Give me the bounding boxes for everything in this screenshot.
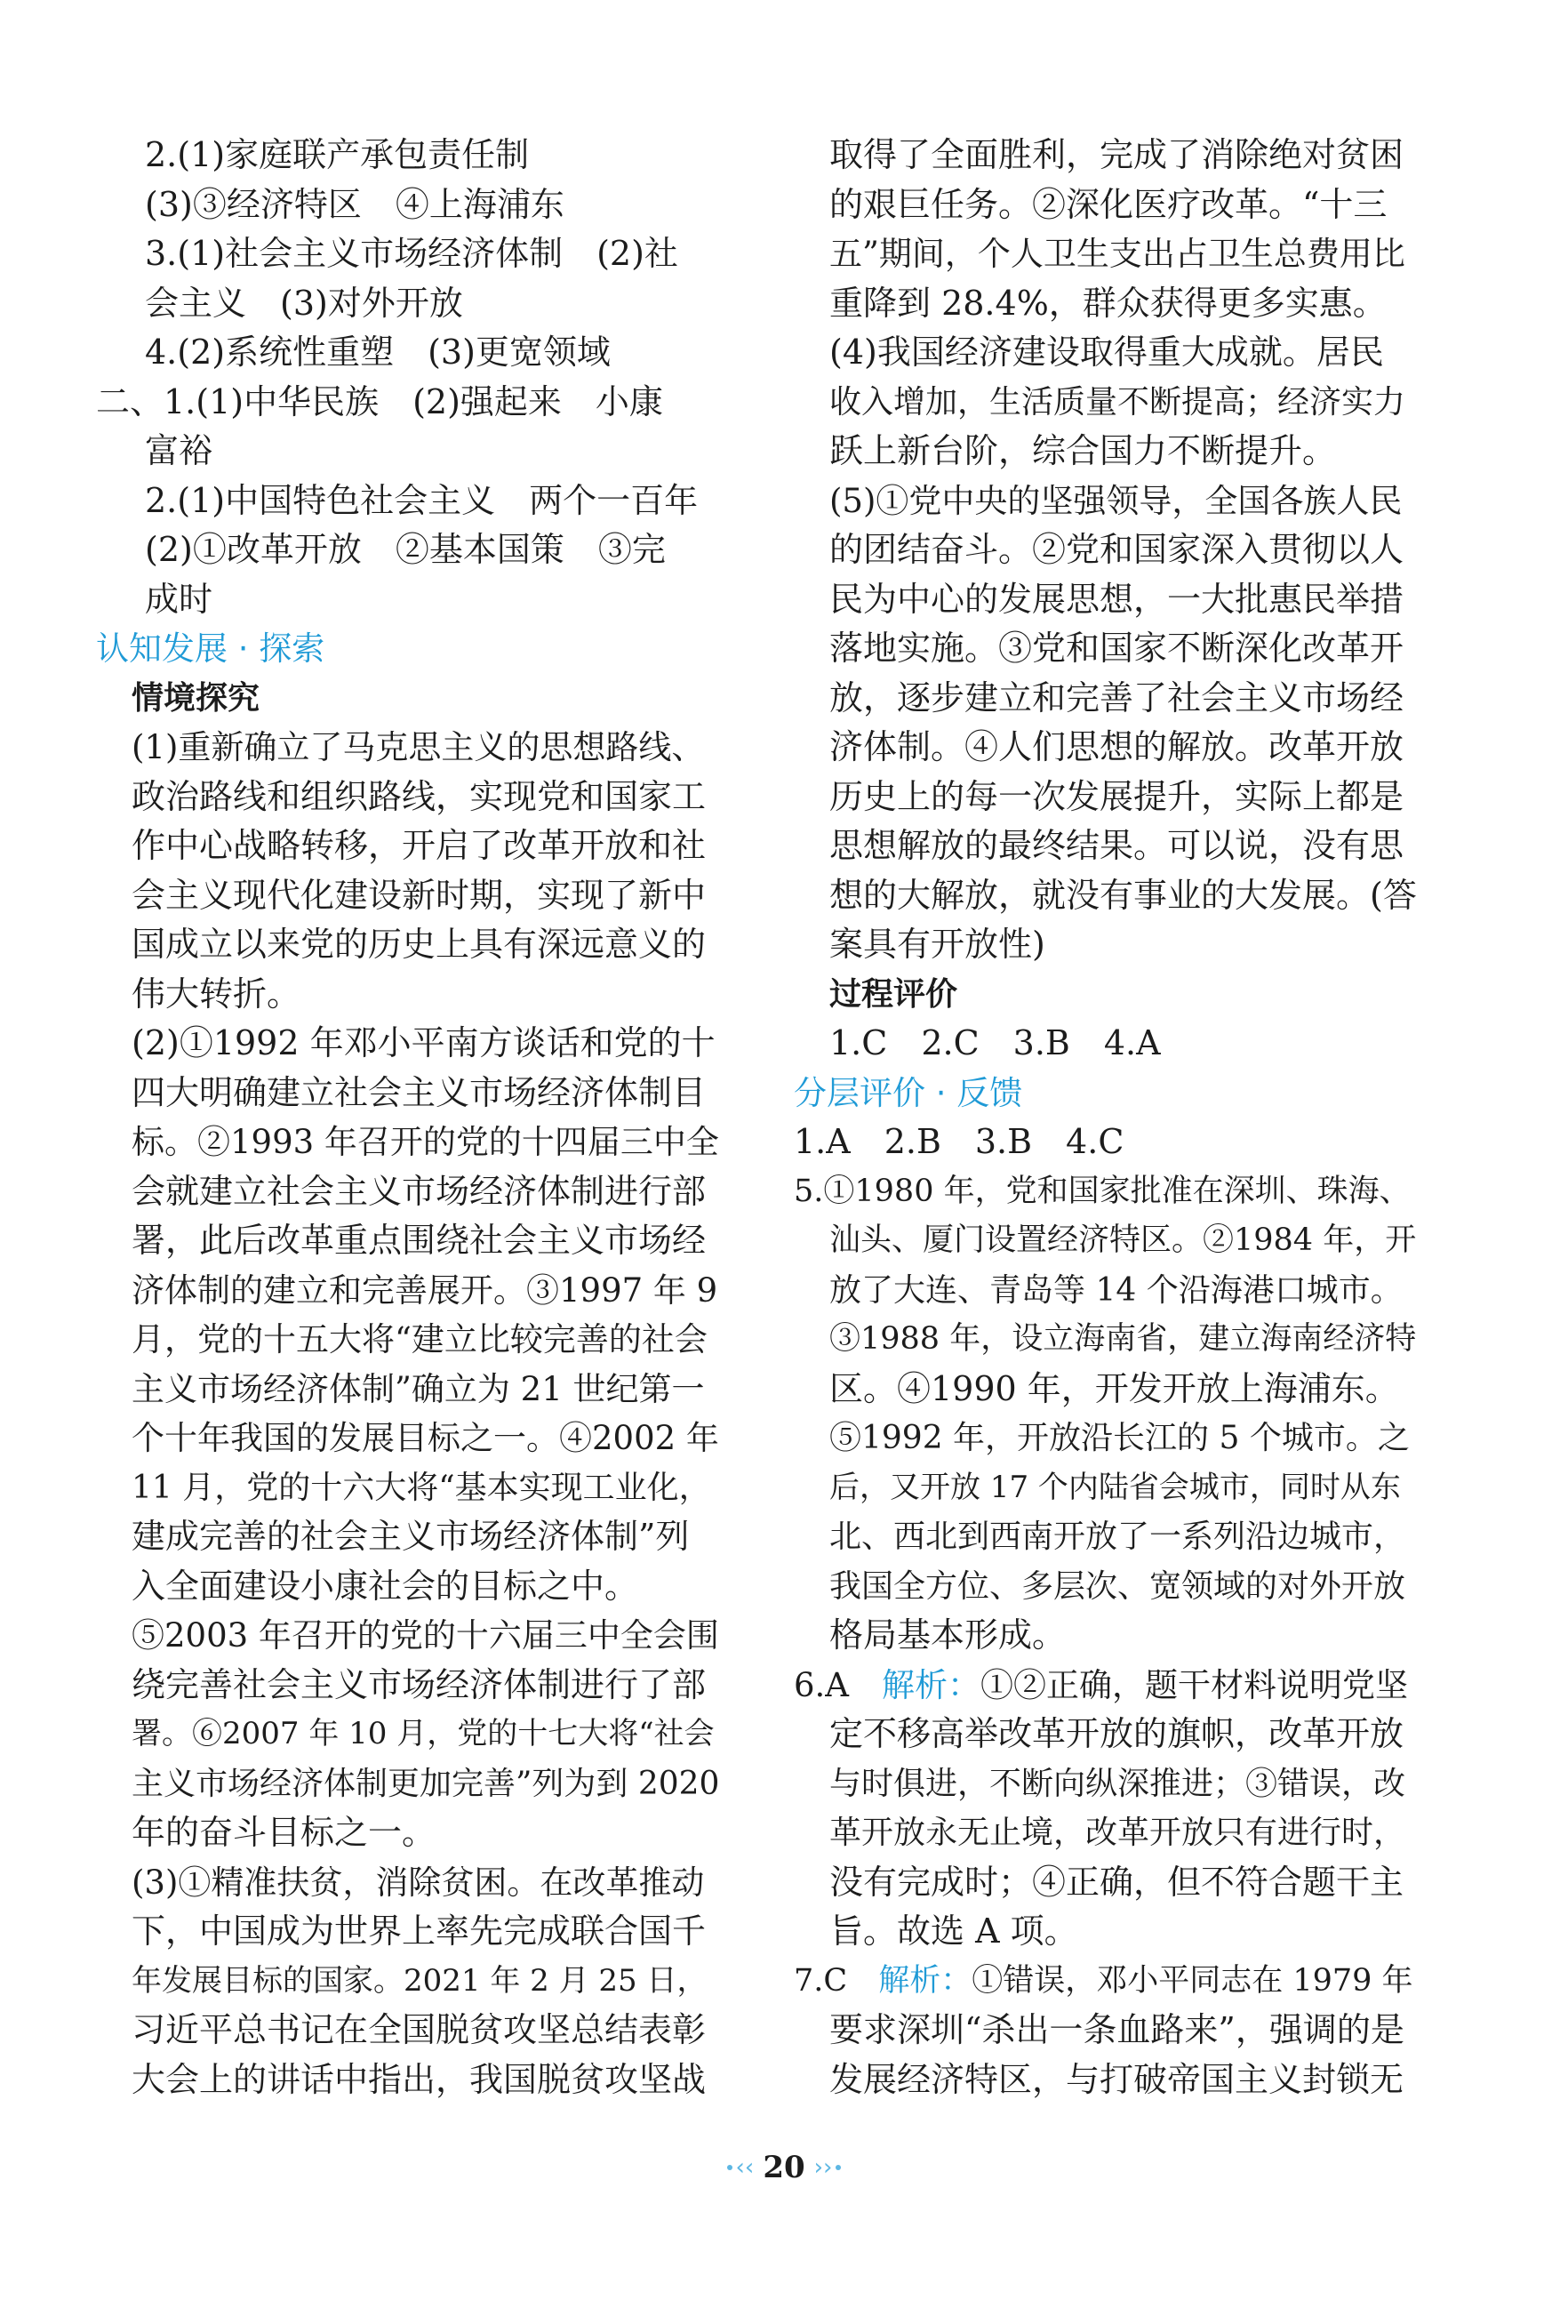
text-line: 个十年我国的发展目标之一。④2002 年 — [132, 1419, 719, 1457]
text-line: 国成立以来党的历史上具有深远意义的 — [132, 925, 707, 964]
section-heading: 分层评价 · 反馈 — [794, 1073, 1023, 1112]
text-line: 五”期间，个人卫生支出占卫生总费用比 — [829, 235, 1405, 273]
text-line: 落地实施。③党和国家不断深化改革开 — [829, 629, 1404, 668]
analysis-label: 解析： — [878, 1962, 972, 1999]
text-line: 标。②1993 年召开的党的十四届三中全 — [132, 1123, 719, 1161]
text-line: 下，中国成为世界上率先完成联合国千 — [132, 1911, 707, 1951]
answer-label: 7.C — [794, 1962, 879, 1999]
text-line: 二、1.(1)中华民族 (2)强起来 小康 — [96, 381, 663, 421]
text-line: 旨。故选 A 项。 — [829, 1911, 1078, 1951]
text-line: 年发展目标的国家。2021 年 2 月 25 日， — [132, 1962, 708, 1999]
left-column — [96, 131, 718, 2104]
right-column — [794, 131, 1416, 2104]
text-line: 作中心战略转移，开启了改革开放和社 — [132, 826, 707, 865]
subsection-heading: 过程评价 — [829, 975, 958, 1013]
text-line: 重降到 28.4%，群众获得更多实惠。 — [829, 283, 1387, 323]
text-line: ③1988 年，设立海南省，建立海南经济特 — [829, 1321, 1417, 1357]
text-line: 思想解放的最终结果。可以说，没有思 — [829, 826, 1404, 865]
text-line: 北、西北到西南开放了一系列沿边城市， — [829, 1519, 1406, 1555]
text-line: ⑤1992 年，开放沿长江的 5 个城市。之 — [829, 1420, 1410, 1456]
text-line: 11 月，党的十六大将“基本实现工业化， — [132, 1469, 711, 1506]
text-line: 绕完善社会主义市场经济体制进行了部 — [132, 1664, 707, 1704]
text-line: 署。⑥2007 年 10 月，党的十七大将“社会 — [132, 1716, 715, 1751]
text-line: 入全面建设小康社会的目标之中。 — [132, 1566, 639, 1606]
text-line: 放了大连、青岛等 14 个沿海港口城市。 — [829, 1271, 1403, 1309]
text-line — [794, 1957, 1416, 2007]
page-number: 20 — [763, 2150, 805, 2185]
text-line: 案具有开放性) — [829, 925, 1045, 964]
text-line: 放，逐步建立和完善了社会主义市场经 — [829, 677, 1404, 717]
text-line: 民为中心的发展思想，一大批惠民举措 — [829, 579, 1404, 619]
text-line: 3.(1)社会主义市场经济体制 (2)社 — [145, 234, 678, 273]
text-line: 发展经济特区，与打破帝国主义封锁无 — [829, 2059, 1404, 2099]
analysis-label: 解析： — [882, 1665, 981, 1704]
text-line: 5.①1980 年，党和国家批准在深圳、珠海、 — [794, 1173, 1411, 1209]
page-footer — [0, 2150, 1568, 2185]
text-line — [794, 1661, 1416, 1711]
text-line: 2.(1)家庭联产承包责任制 — [145, 135, 530, 174]
text-line: 建成完善的社会主义市场经济体制”列 — [132, 1517, 690, 1556]
text-line: 济体制。④人们思想的解放。改革开放 — [829, 727, 1404, 766]
text-line: 我国全方位、多层次、宽领域的对外开放 — [829, 1567, 1406, 1605]
text-line: 取得了全面胜利，完成了消除绝对贫困 — [829, 135, 1404, 174]
text-line: ⑤2003 年召开的党的十六届三中全会围 — [132, 1616, 719, 1655]
text-line: 定不移高举改革开放的旗帜，改革开放 — [829, 1714, 1404, 1753]
text-line: 主义市场经济体制”确立为 21 世纪第一 — [132, 1369, 705, 1408]
text-line: 署，此后改革重点围绕社会主义市场经 — [132, 1221, 707, 1260]
text-line: 历史上的每一次发展提升，实际上都是 — [829, 776, 1404, 816]
analysis-text: ①错误，邓小平同志在 1979 年 — [972, 1962, 1413, 1999]
text-line: 格局基本形成。 — [829, 1615, 1067, 1655]
text-line: 四大明确建立社会主义市场经济体制目 — [132, 1072, 707, 1112]
text-line: (3)③经济特区 ④上海浦东 — [145, 184, 564, 224]
text-line: 的艰巨任务。②深化医疗改革。“十三 — [829, 184, 1388, 224]
text-line: 后，又开放 17 个内陆省会城市，同时从东 — [829, 1469, 1401, 1505]
text-line: 2.(1)中国特色社会主义 两个一百年 — [145, 480, 699, 520]
text-line: (2)①改革开放 ②基本国策 ③完 — [145, 530, 666, 569]
text-line: 想的大解放，就没有事业的大发展。(答 — [829, 875, 1417, 915]
text-line: 会就建立社会主义市场经济体制进行部 — [132, 1171, 707, 1211]
text-line: 成时 — [145, 579, 213, 619]
text-line: 月，党的十五大将“建立比较完善的社会 — [132, 1320, 708, 1358]
right-ornament: ›› — [814, 2154, 842, 2181]
text-line: 济体制的建立和完善展开。③1997 年 9 — [132, 1270, 718, 1310]
text-line: (2)①1992 年邓小平南方谈话和党的十 — [132, 1023, 716, 1062]
text-line: 主义市场经济体制更加完善”列为到 2020 — [132, 1765, 720, 1802]
text-line: 大会上的讲话中指出，我国脱贫攻坚战 — [132, 2059, 707, 2099]
text-line: (3)①精准扶贫，消除贫困。在改革推动 — [132, 1863, 705, 1902]
analysis-text: ①②正确，题干材料说明党坚 — [980, 1665, 1409, 1704]
text-line: 汕头、厦门设置经济特区。②1984 年，开 — [829, 1222, 1417, 1258]
text-line: 跃上新台阶，综合国力不断提升。 — [829, 431, 1337, 470]
text-line: 年的奋斗目标之一。 — [132, 1813, 436, 1852]
text-line: 革开放永无止境，改革开放只有进行时， — [829, 1815, 1406, 1851]
text-line: (4)我国经济建设取得重大成就。居民 — [829, 333, 1384, 372]
subsection-heading: 情境探究 — [132, 679, 260, 717]
text-line: 区。④1990 年，开发开放上海浦东。 — [829, 1368, 1399, 1408]
text-line: 收入增加，生活质量不断提高；经济实力 — [829, 383, 1406, 421]
left-ornament: ‹‹ — [727, 2154, 755, 2181]
text-line: 伟大转折。 — [132, 974, 301, 1014]
answer-label: 6.A — [794, 1665, 883, 1704]
text-line: 1.C 2.C 3.B 4.A — [829, 1023, 1161, 1062]
section-heading: 认知发展 · 探索 — [96, 629, 325, 668]
text-line: (5)①党中央的坚强领导，全国各族人民 — [829, 481, 1403, 520]
text-line: 要求深圳“杀出一条血路来”，强调的是 — [829, 2010, 1404, 2049]
text-line: 4.(2)系统性重塑 (3)更宽领域 — [145, 333, 611, 372]
text-line: 会主义 (3)对外开放 — [145, 283, 463, 323]
text-line: 1.A 2.B 3.B 4.C — [794, 1122, 1124, 1161]
text-line: 习近平总书记在全国脱贫攻坚总结表彰 — [132, 2010, 707, 2049]
text-line: 与时俱进，不断向纵深推进；③错误，改 — [829, 1765, 1406, 1802]
text-line: 政治路线和组织路线，实现党和国家工 — [132, 776, 707, 816]
text-line: (1)重新确立了马克思主义的思想路线、 — [132, 728, 705, 766]
text-line: 没有完成时；④正确，但不符合题干主 — [829, 1862, 1404, 1902]
text-line: 的团结奋斗。②党和国家深入贯彻以人 — [829, 530, 1404, 569]
text-line: 会主义现代化建设新时期，实现了新中 — [132, 875, 707, 915]
text-line: 富裕 — [145, 431, 213, 470]
